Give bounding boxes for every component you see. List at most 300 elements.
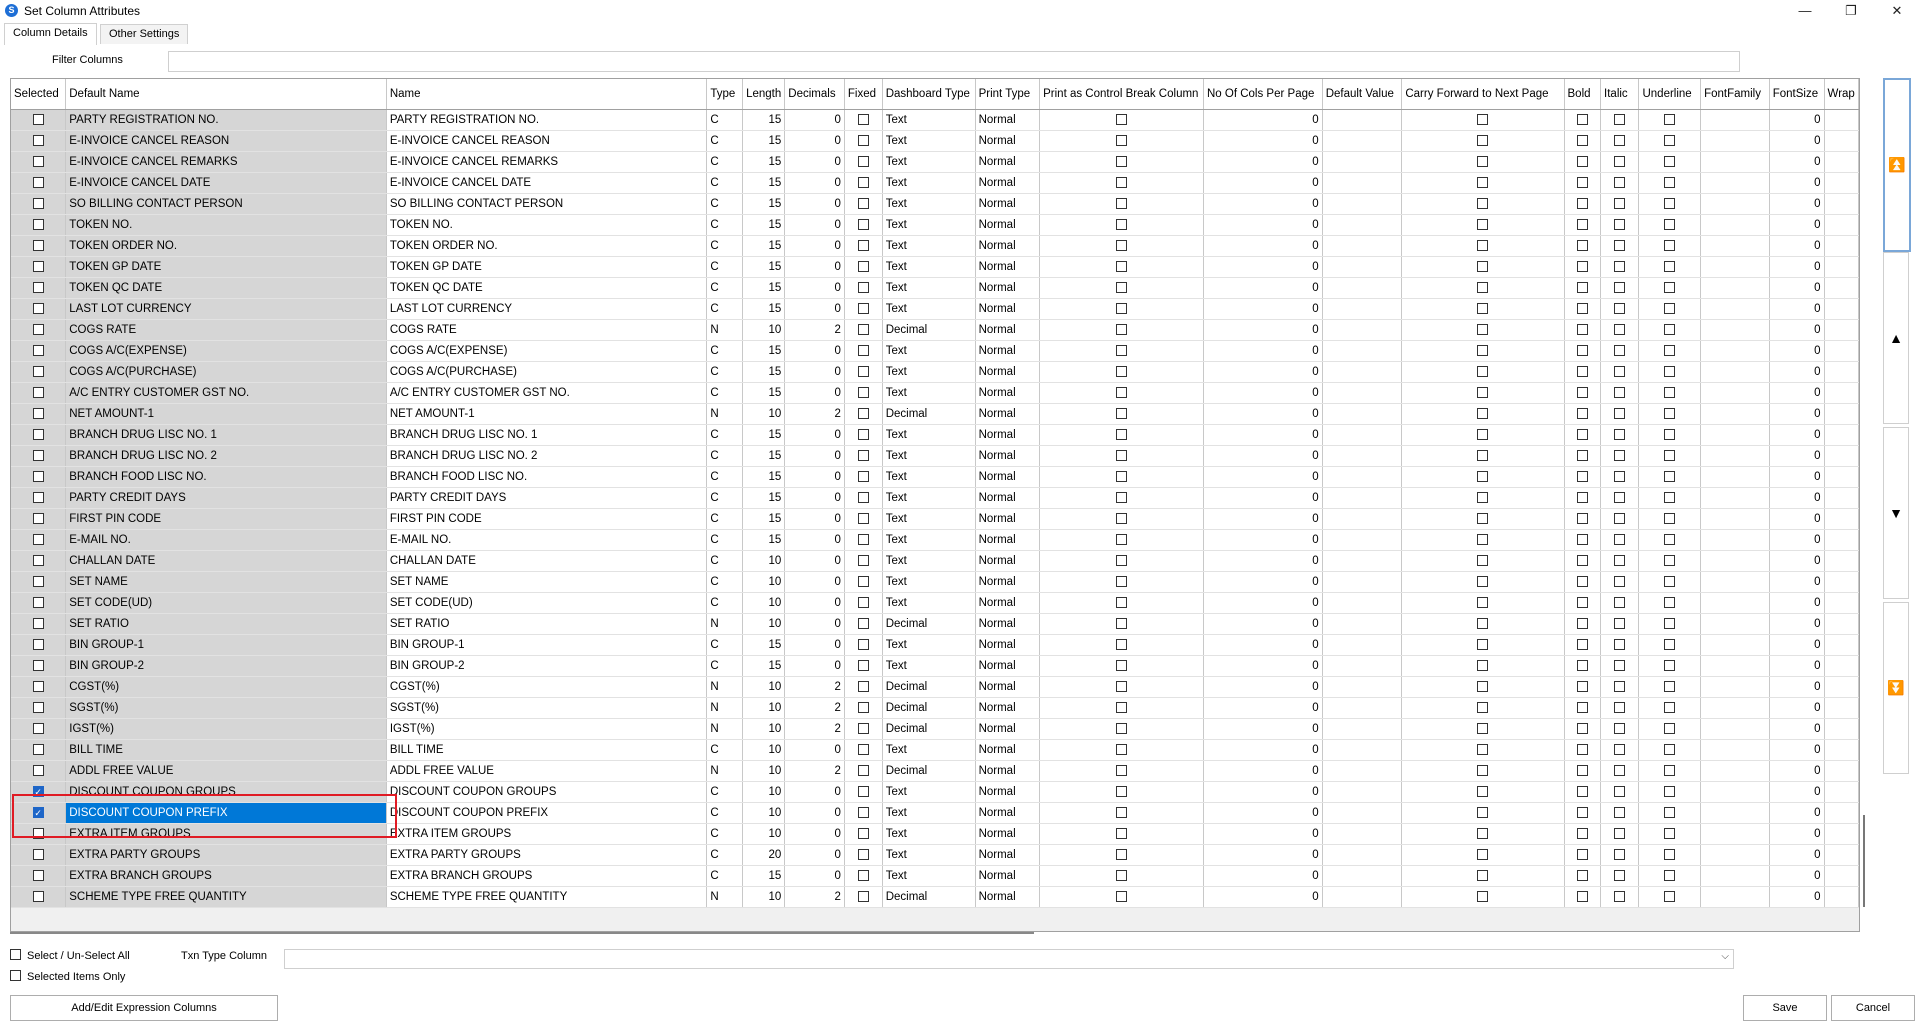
- print-type-cell[interactable]: Normal: [975, 446, 1040, 467]
- italic-checkbox[interactable]: [1614, 513, 1625, 524]
- move-up-button[interactable]: [1883, 252, 1909, 424]
- table-row[interactable]: [11, 236, 1859, 257]
- fixed-checkbox[interactable]: [858, 429, 869, 440]
- wrap-cell[interactable]: [1824, 341, 1858, 362]
- font-family-cell[interactable]: [1701, 782, 1770, 803]
- table-row[interactable]: [11, 173, 1859, 194]
- name-cell[interactable]: SET CODE(UD): [386, 593, 707, 614]
- italic-checkbox[interactable]: [1614, 702, 1625, 713]
- dashboard-type-cell[interactable]: Decimal: [882, 320, 975, 341]
- carry-forward-checkbox[interactable]: [1477, 765, 1488, 776]
- selected-checkbox[interactable]: [33, 639, 44, 650]
- selected-checkbox[interactable]: [33, 303, 44, 314]
- carry-forward-checkbox[interactable]: [1477, 324, 1488, 335]
- selected-only-box[interactable]: [10, 970, 21, 981]
- name-cell[interactable]: FIRST PIN CODE: [386, 509, 707, 530]
- selected-checkbox[interactable]: [33, 681, 44, 692]
- control-break-checkbox[interactable]: [1116, 156, 1127, 167]
- fixed-checkbox[interactable]: [858, 702, 869, 713]
- selected-checkbox[interactable]: ✓: [34, 787, 42, 798]
- decimals-cell[interactable]: 0: [785, 131, 845, 152]
- column-header[interactable]: Underline: [1639, 79, 1701, 110]
- decimals-cell[interactable]: 0: [785, 866, 845, 887]
- cols-per-page-cell[interactable]: 0: [1204, 257, 1323, 278]
- fixed-checkbox[interactable]: [858, 345, 869, 356]
- fixed-checkbox[interactable]: [858, 555, 869, 566]
- control-break-checkbox[interactable]: [1116, 765, 1127, 776]
- default-value-cell[interactable]: [1322, 173, 1402, 194]
- font-family-cell[interactable]: [1701, 173, 1770, 194]
- fixed-checkbox[interactable]: [858, 513, 869, 524]
- cols-per-page-cell[interactable]: 0: [1204, 173, 1323, 194]
- underline-checkbox[interactable]: [1664, 807, 1675, 818]
- bold-checkbox[interactable]: [1577, 660, 1588, 671]
- underline-checkbox[interactable]: [1664, 723, 1675, 734]
- print-type-cell[interactable]: Normal: [975, 656, 1040, 677]
- fixed-checkbox[interactable]: [858, 219, 869, 230]
- underline-checkbox[interactable]: [1664, 534, 1675, 545]
- selected-checkbox[interactable]: [33, 597, 44, 608]
- fixed-checkbox[interactable]: [858, 450, 869, 461]
- default-value-cell[interactable]: [1322, 152, 1402, 173]
- underline-checkbox[interactable]: [1664, 282, 1675, 293]
- tab-column-details[interactable]: Column Details: [4, 23, 97, 45]
- control-break-checkbox[interactable]: [1116, 282, 1127, 293]
- bold-checkbox[interactable]: [1577, 744, 1588, 755]
- fixed-checkbox[interactable]: [858, 744, 869, 755]
- cols-per-page-cell[interactable]: 0: [1204, 236, 1323, 257]
- font-size-cell[interactable]: 0: [1769, 236, 1824, 257]
- print-type-cell[interactable]: Normal: [975, 593, 1040, 614]
- default-value-cell[interactable]: [1322, 278, 1402, 299]
- name-cell[interactable]: SET NAME: [386, 572, 707, 593]
- name-cell[interactable]: BIN GROUP-2: [386, 656, 707, 677]
- column-header[interactable]: Carry Forward to Next Page: [1402, 79, 1564, 110]
- decimals-cell[interactable]: 0: [785, 194, 845, 215]
- italic-checkbox[interactable]: [1614, 198, 1625, 209]
- fixed-checkbox[interactable]: [858, 240, 869, 251]
- control-break-checkbox[interactable]: [1116, 618, 1127, 629]
- italic-checkbox[interactable]: [1614, 114, 1625, 125]
- default-value-cell[interactable]: [1322, 215, 1402, 236]
- fixed-checkbox[interactable]: [858, 639, 869, 650]
- font-family-cell[interactable]: [1701, 887, 1770, 908]
- default-value-cell[interactable]: [1322, 698, 1402, 719]
- font-size-cell[interactable]: 0: [1769, 383, 1824, 404]
- fixed-checkbox[interactable]: [858, 849, 869, 860]
- default-value-cell[interactable]: [1322, 551, 1402, 572]
- table-row[interactable]: [11, 740, 1859, 761]
- fixed-checkbox[interactable]: [858, 282, 869, 293]
- dashboard-type-cell[interactable]: Text: [882, 299, 975, 320]
- column-header[interactable]: Name: [386, 79, 707, 110]
- carry-forward-checkbox[interactable]: [1477, 450, 1488, 461]
- underline-checkbox[interactable]: [1664, 891, 1675, 902]
- underline-checkbox[interactable]: [1664, 135, 1675, 146]
- decimals-cell[interactable]: 0: [785, 572, 845, 593]
- selected-checkbox[interactable]: [33, 660, 44, 671]
- print-type-cell[interactable]: Normal: [975, 887, 1040, 908]
- carry-forward-checkbox[interactable]: [1477, 492, 1488, 503]
- control-break-checkbox[interactable]: [1116, 870, 1127, 881]
- fixed-checkbox[interactable]: [858, 828, 869, 839]
- font-family-cell[interactable]: [1701, 257, 1770, 278]
- fixed-checkbox[interactable]: [858, 366, 869, 377]
- carry-forward-checkbox[interactable]: [1477, 366, 1488, 377]
- name-cell[interactable]: CGST(%): [386, 677, 707, 698]
- carry-forward-checkbox[interactable]: [1477, 240, 1488, 251]
- italic-checkbox[interactable]: [1614, 639, 1625, 650]
- underline-checkbox[interactable]: [1664, 471, 1675, 482]
- length-cell[interactable]: 10: [743, 698, 785, 719]
- dashboard-type-cell[interactable]: Text: [882, 572, 975, 593]
- table-row[interactable]: [11, 614, 1859, 635]
- fixed-checkbox[interactable]: [858, 576, 869, 587]
- dashboard-type-cell[interactable]: Text: [882, 593, 975, 614]
- font-size-cell[interactable]: 0: [1769, 719, 1824, 740]
- print-type-cell[interactable]: Normal: [975, 509, 1040, 530]
- table-row[interactable]: [11, 215, 1859, 236]
- cols-per-page-cell[interactable]: 0: [1204, 194, 1323, 215]
- fixed-checkbox[interactable]: [858, 303, 869, 314]
- cancel-button[interactable]: Cancel: [1831, 995, 1915, 1021]
- underline-checkbox[interactable]: [1664, 114, 1675, 125]
- decimals-cell[interactable]: 2: [785, 677, 845, 698]
- name-cell[interactable]: EXTRA ITEM GROUPS: [386, 824, 707, 845]
- fixed-checkbox[interactable]: [858, 156, 869, 167]
- font-size-cell[interactable]: 0: [1769, 173, 1824, 194]
- selected-checkbox[interactable]: [33, 366, 44, 377]
- underline-checkbox[interactable]: [1664, 303, 1675, 314]
- wrap-cell[interactable]: [1824, 698, 1858, 719]
- default-value-cell[interactable]: [1322, 656, 1402, 677]
- font-family-cell[interactable]: [1701, 719, 1770, 740]
- dashboard-type-cell[interactable]: Text: [882, 110, 975, 131]
- fixed-checkbox[interactable]: [858, 324, 869, 335]
- bold-checkbox[interactable]: [1577, 324, 1588, 335]
- font-size-cell[interactable]: 0: [1769, 362, 1824, 383]
- underline-checkbox[interactable]: [1664, 177, 1675, 188]
- default-value-cell[interactable]: [1322, 719, 1402, 740]
- default-value-cell[interactable]: [1322, 194, 1402, 215]
- bold-checkbox[interactable]: [1577, 135, 1588, 146]
- italic-checkbox[interactable]: [1614, 387, 1625, 398]
- selected-checkbox[interactable]: [33, 555, 44, 566]
- dashboard-type-cell[interactable]: Text: [882, 383, 975, 404]
- print-type-cell[interactable]: Normal: [975, 488, 1040, 509]
- decimals-cell[interactable]: 2: [785, 887, 845, 908]
- cols-per-page-cell[interactable]: 0: [1204, 698, 1323, 719]
- decimals-cell[interactable]: 2: [785, 761, 845, 782]
- name-cell[interactable]: BRANCH DRUG LISC NO. 1: [386, 425, 707, 446]
- bold-checkbox[interactable]: [1577, 849, 1588, 860]
- bold-checkbox[interactable]: [1577, 534, 1588, 545]
- font-size-cell[interactable]: 0: [1769, 887, 1824, 908]
- control-break-checkbox[interactable]: [1116, 513, 1127, 524]
- name-cell[interactable]: SET RATIO: [386, 614, 707, 635]
- bold-checkbox[interactable]: [1577, 723, 1588, 734]
- carry-forward-checkbox[interactable]: [1477, 849, 1488, 860]
- bold-checkbox[interactable]: [1577, 345, 1588, 356]
- default-value-cell[interactable]: [1322, 299, 1402, 320]
- table-row[interactable]: [11, 530, 1859, 551]
- control-break-checkbox[interactable]: [1116, 408, 1127, 419]
- fixed-checkbox[interactable]: [858, 177, 869, 188]
- bold-checkbox[interactable]: [1577, 429, 1588, 440]
- dashboard-type-cell[interactable]: Text: [882, 362, 975, 383]
- name-cell[interactable]: EXTRA PARTY GROUPS: [386, 845, 707, 866]
- bold-checkbox[interactable]: [1577, 198, 1588, 209]
- carry-forward-checkbox[interactable]: [1477, 387, 1488, 398]
- default-value-cell[interactable]: [1322, 593, 1402, 614]
- italic-checkbox[interactable]: [1614, 156, 1625, 167]
- table-row[interactable]: [11, 362, 1859, 383]
- dashboard-type-cell[interactable]: Text: [882, 152, 975, 173]
- bold-checkbox[interactable]: [1577, 387, 1588, 398]
- save-button[interactable]: Save: [1743, 995, 1827, 1021]
- table-row[interactable]: [11, 845, 1859, 866]
- carry-forward-checkbox[interactable]: [1477, 702, 1488, 713]
- carry-forward-checkbox[interactable]: [1477, 618, 1488, 629]
- length-cell[interactable]: 15: [743, 425, 785, 446]
- wrap-cell[interactable]: [1824, 719, 1858, 740]
- decimals-cell[interactable]: 2: [785, 698, 845, 719]
- name-cell[interactable]: EXTRA BRANCH GROUPS: [386, 866, 707, 887]
- table-row[interactable]: [11, 131, 1859, 152]
- wrap-cell[interactable]: [1824, 677, 1858, 698]
- italic-checkbox[interactable]: [1614, 681, 1625, 692]
- decimals-cell[interactable]: 0: [785, 215, 845, 236]
- italic-checkbox[interactable]: [1614, 282, 1625, 293]
- default-value-cell[interactable]: [1322, 677, 1402, 698]
- table-row[interactable]: [11, 677, 1859, 698]
- length-cell[interactable]: 15: [743, 488, 785, 509]
- underline-checkbox[interactable]: [1664, 408, 1675, 419]
- cols-per-page-cell[interactable]: 0: [1204, 530, 1323, 551]
- length-cell[interactable]: 10: [743, 782, 785, 803]
- italic-checkbox[interactable]: [1614, 408, 1625, 419]
- default-value-cell[interactable]: [1322, 803, 1402, 824]
- length-cell[interactable]: 15: [743, 236, 785, 257]
- selected-checkbox[interactable]: [33, 408, 44, 419]
- font-family-cell[interactable]: [1701, 677, 1770, 698]
- font-family-cell[interactable]: [1701, 278, 1770, 299]
- fixed-checkbox[interactable]: [858, 261, 869, 272]
- dashboard-type-cell[interactable]: Decimal: [882, 404, 975, 425]
- name-cell[interactable]: BILL TIME: [386, 740, 707, 761]
- font-family-cell[interactable]: [1701, 698, 1770, 719]
- control-break-checkbox[interactable]: [1116, 240, 1127, 251]
- table-row[interactable]: [11, 698, 1859, 719]
- dashboard-type-cell[interactable]: Text: [882, 425, 975, 446]
- dashboard-type-cell[interactable]: Text: [882, 740, 975, 761]
- default-value-cell[interactable]: [1322, 740, 1402, 761]
- default-value-cell[interactable]: [1322, 572, 1402, 593]
- font-family-cell[interactable]: [1701, 551, 1770, 572]
- print-type-cell[interactable]: Normal: [975, 257, 1040, 278]
- default-value-cell[interactable]: [1322, 614, 1402, 635]
- font-size-cell[interactable]: 0: [1769, 866, 1824, 887]
- underline-checkbox[interactable]: [1664, 240, 1675, 251]
- fixed-checkbox[interactable]: [858, 492, 869, 503]
- bold-checkbox[interactable]: [1577, 261, 1588, 272]
- print-type-cell[interactable]: Normal: [975, 110, 1040, 131]
- control-break-checkbox[interactable]: [1116, 891, 1127, 902]
- cols-per-page-cell[interactable]: 0: [1204, 719, 1323, 740]
- length-cell[interactable]: 15: [743, 173, 785, 194]
- length-cell[interactable]: 15: [743, 194, 785, 215]
- print-type-cell[interactable]: Normal: [975, 467, 1040, 488]
- wrap-cell[interactable]: [1824, 782, 1858, 803]
- decimals-cell[interactable]: 0: [785, 614, 845, 635]
- fixed-checkbox[interactable]: [858, 891, 869, 902]
- italic-checkbox[interactable]: [1614, 429, 1625, 440]
- bold-checkbox[interactable]: [1577, 828, 1588, 839]
- italic-checkbox[interactable]: [1614, 471, 1625, 482]
- bold-checkbox[interactable]: [1577, 219, 1588, 230]
- print-type-cell[interactable]: Normal: [975, 299, 1040, 320]
- fixed-checkbox[interactable]: [858, 114, 869, 125]
- print-type-cell[interactable]: Normal: [975, 152, 1040, 173]
- default-value-cell[interactable]: [1322, 131, 1402, 152]
- dashboard-type-cell[interactable]: Decimal: [882, 719, 975, 740]
- column-header[interactable]: Default Name: [66, 79, 387, 110]
- default-value-cell[interactable]: [1322, 236, 1402, 257]
- decimals-cell[interactable]: 0: [785, 803, 845, 824]
- length-cell[interactable]: 15: [743, 299, 785, 320]
- carry-forward-checkbox[interactable]: [1477, 135, 1488, 146]
- print-type-cell[interactable]: Normal: [975, 803, 1040, 824]
- italic-checkbox[interactable]: [1614, 135, 1625, 146]
- selected-checkbox[interactable]: [33, 282, 44, 293]
- tab-other-settings[interactable]: Other Settings: [100, 24, 188, 44]
- carry-forward-checkbox[interactable]: [1477, 219, 1488, 230]
- table-row[interactable]: [11, 425, 1859, 446]
- underline-checkbox[interactable]: [1664, 639, 1675, 650]
- fixed-checkbox[interactable]: [858, 681, 869, 692]
- wrap-cell[interactable]: [1824, 530, 1858, 551]
- table-row[interactable]: [11, 152, 1859, 173]
- font-family-cell[interactable]: [1701, 803, 1770, 824]
- vertical-scrollbar-thumb[interactable]: [1863, 815, 1865, 907]
- italic-checkbox[interactable]: [1614, 828, 1625, 839]
- italic-checkbox[interactable]: [1614, 450, 1625, 461]
- underline-checkbox[interactable]: [1664, 849, 1675, 860]
- cols-per-page-cell[interactable]: 0: [1204, 467, 1323, 488]
- font-size-cell[interactable]: 0: [1769, 551, 1824, 572]
- length-cell[interactable]: 15: [743, 152, 785, 173]
- carry-forward-checkbox[interactable]: [1477, 786, 1488, 797]
- italic-checkbox[interactable]: [1614, 744, 1625, 755]
- fixed-checkbox[interactable]: [858, 807, 869, 818]
- font-size-cell[interactable]: 0: [1769, 740, 1824, 761]
- horizontal-scrollbar[interactable]: [10, 932, 1034, 934]
- table-row[interactable]: [11, 656, 1859, 677]
- decimals-cell[interactable]: 0: [785, 110, 845, 131]
- italic-checkbox[interactable]: [1614, 891, 1625, 902]
- dashboard-type-cell[interactable]: Text: [882, 488, 975, 509]
- underline-checkbox[interactable]: [1664, 765, 1675, 776]
- selected-checkbox[interactable]: [33, 219, 44, 230]
- cols-per-page-cell[interactable]: 0: [1204, 803, 1323, 824]
- table-row[interactable]: [11, 467, 1859, 488]
- control-break-checkbox[interactable]: [1116, 450, 1127, 461]
- print-type-cell[interactable]: Normal: [975, 845, 1040, 866]
- decimals-cell[interactable]: 0: [785, 383, 845, 404]
- column-header[interactable]: No Of Cols Per Page: [1204, 79, 1323, 110]
- decimals-cell[interactable]: 0: [785, 740, 845, 761]
- print-type-cell[interactable]: Normal: [975, 677, 1040, 698]
- fixed-checkbox[interactable]: [858, 597, 869, 608]
- wrap-cell[interactable]: [1824, 761, 1858, 782]
- length-cell[interactable]: 15: [743, 362, 785, 383]
- cols-per-page-cell[interactable]: 0: [1204, 593, 1323, 614]
- control-break-checkbox[interactable]: [1116, 303, 1127, 314]
- underline-checkbox[interactable]: [1664, 156, 1675, 167]
- cols-per-page-cell[interactable]: 0: [1204, 446, 1323, 467]
- control-break-checkbox[interactable]: [1116, 177, 1127, 188]
- bold-checkbox[interactable]: [1577, 450, 1588, 461]
- table-row[interactable]: [11, 593, 1859, 614]
- name-cell[interactable]: BIN GROUP-1: [386, 635, 707, 656]
- dashboard-type-cell[interactable]: Text: [882, 131, 975, 152]
- default-value-cell[interactable]: [1322, 383, 1402, 404]
- wrap-cell[interactable]: [1824, 467, 1858, 488]
- bold-checkbox[interactable]: [1577, 408, 1588, 419]
- cols-per-page-cell[interactable]: 0: [1204, 488, 1323, 509]
- cols-per-page-cell[interactable]: 0: [1204, 341, 1323, 362]
- selected-checkbox[interactable]: [33, 261, 44, 272]
- font-family-cell[interactable]: [1701, 383, 1770, 404]
- cols-per-page-cell[interactable]: 0: [1204, 845, 1323, 866]
- decimals-cell[interactable]: 0: [785, 488, 845, 509]
- dashboard-type-cell[interactable]: Text: [882, 866, 975, 887]
- default-value-cell[interactable]: [1322, 425, 1402, 446]
- carry-forward-checkbox[interactable]: [1477, 408, 1488, 419]
- italic-checkbox[interactable]: [1614, 807, 1625, 818]
- wrap-cell[interactable]: [1824, 425, 1858, 446]
- cols-per-page-cell[interactable]: 0: [1204, 761, 1323, 782]
- carry-forward-checkbox[interactable]: [1477, 156, 1488, 167]
- default-value-cell[interactable]: [1322, 845, 1402, 866]
- table-row[interactable]: [11, 782, 1859, 803]
- wrap-cell[interactable]: [1824, 866, 1858, 887]
- selected-checkbox[interactable]: [33, 135, 44, 146]
- dashboard-type-cell[interactable]: Text: [882, 530, 975, 551]
- carry-forward-checkbox[interactable]: [1477, 828, 1488, 839]
- carry-forward-checkbox[interactable]: [1477, 429, 1488, 440]
- control-break-checkbox[interactable]: [1116, 534, 1127, 545]
- selected-checkbox[interactable]: [33, 744, 44, 755]
- table-row[interactable]: [11, 383, 1859, 404]
- print-type-cell[interactable]: Normal: [975, 530, 1040, 551]
- cols-per-page-cell[interactable]: 0: [1204, 152, 1323, 173]
- table-row[interactable]: [11, 803, 1859, 824]
- selected-checkbox[interactable]: [33, 849, 44, 860]
- dashboard-type-cell[interactable]: Text: [882, 194, 975, 215]
- carry-forward-checkbox[interactable]: [1477, 555, 1488, 566]
- font-family-cell[interactable]: [1701, 320, 1770, 341]
- decimals-cell[interactable]: 0: [785, 467, 845, 488]
- font-size-cell[interactable]: 0: [1769, 278, 1824, 299]
- print-type-cell[interactable]: Normal: [975, 698, 1040, 719]
- italic-checkbox[interactable]: [1614, 555, 1625, 566]
- italic-checkbox[interactable]: [1614, 786, 1625, 797]
- name-cell[interactable]: DISCOUNT COUPON PREFIX: [386, 803, 707, 824]
- default-value-cell[interactable]: [1322, 530, 1402, 551]
- cols-per-page-cell[interactable]: 0: [1204, 425, 1323, 446]
- selected-checkbox[interactable]: [33, 492, 44, 503]
